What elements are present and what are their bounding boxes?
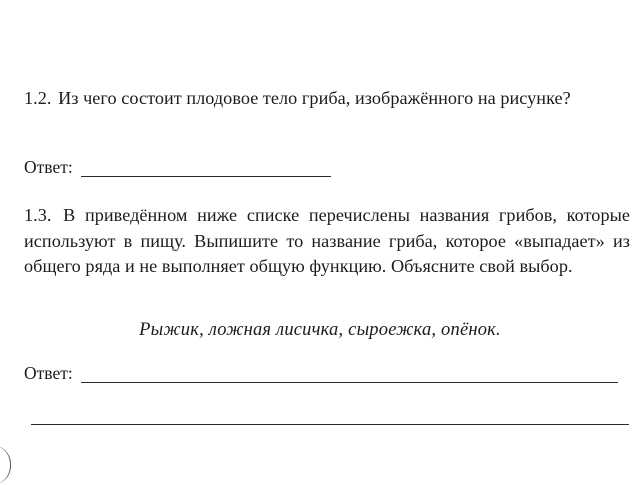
task-1-3-number: 1.3.: [24, 205, 52, 225]
task-1-3-question: [24, 203, 630, 280]
page-corner-mark: [0, 445, 11, 485]
task-1-3-answer: [24, 363, 618, 383]
task-1-2-number: 1.2.: [24, 88, 52, 108]
task-1-3-text: В приведённом ниже списке перечислены названия грибов, которые используют в пищу. Выпишите то название гриба, которое «выпадает» из общего ряда и не выполняет общую функцию. Объясните свой выбор.: [24, 205, 630, 276]
mushroom-list: Рыжик, ложная лисичка, сыроежка, опёнок.: [139, 320, 501, 340]
task-1-3-answer-line[interactable]: [81, 366, 618, 383]
task-1-3-answer-line-2[interactable]: [31, 424, 629, 425]
task-1-2-text: Из чего состоит плодовое тело гриба, изображённого на рисунке?: [58, 88, 571, 108]
task-1-2-answer-label: Ответ:: [24, 157, 73, 177]
task-1-2-answer-line[interactable]: [81, 160, 331, 177]
task-1-2-question: [24, 87, 630, 110]
task-1-2-answer: [24, 157, 331, 177]
task-1-3-answer-label: Ответ:: [24, 363, 73, 383]
